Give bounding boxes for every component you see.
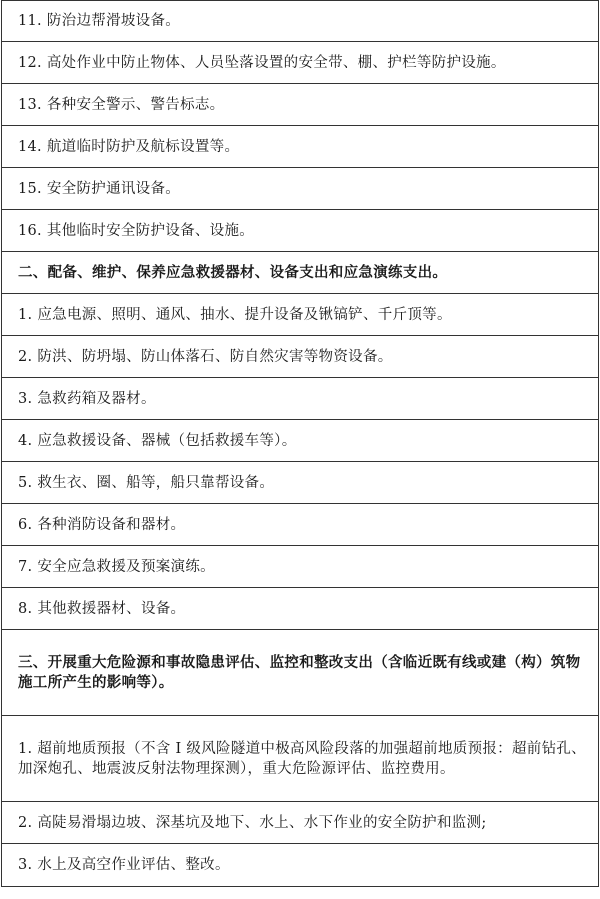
table-row <box>2 84 599 126</box>
list-item: 6. 各种消防设备和器材。 <box>2 504 599 546</box>
list-item: 3. 水上及高空作业评估、整改。 <box>2 844 599 887</box>
list-item: 8. 其他救援器材、设备。 <box>2 588 599 630</box>
table-row <box>2 336 599 378</box>
list-item: 2. 高陡易滑塌边坡、深基坑及地下、水上、水下作业的安全防护和监测; <box>2 802 599 844</box>
list-item: 5. 救生衣、圈、船等，船只靠帮设备。 <box>2 462 599 504</box>
table-row <box>2 252 599 294</box>
table-row <box>2 716 599 802</box>
list-item: 15. 安全防护通讯设备。 <box>2 168 599 210</box>
table-row <box>2 168 599 210</box>
section-heading: 二、配备、维护、保养应急救援器材、设备支出和应急演练支出。 <box>2 252 599 294</box>
list-item: 7. 安全应急救援及预案演练。 <box>2 546 599 588</box>
list-item: 13. 各种安全警示、警告标志。 <box>2 84 599 126</box>
table-row <box>2 462 599 504</box>
table-row <box>2 210 599 252</box>
list-item: 1. 应急电源、照明、通风、抽水、提升设备及锹镐铲、千斤顶等。 <box>2 294 599 336</box>
expense-items-table <box>1 0 599 887</box>
table-row <box>2 42 599 84</box>
list-item: 3. 急救药箱及器材。 <box>2 378 599 420</box>
list-item: 16. 其他临时安全防护设备、设施。 <box>2 210 599 252</box>
table-row <box>2 588 599 630</box>
table-row <box>2 420 599 462</box>
table-row <box>2 294 599 336</box>
table-row <box>2 630 599 716</box>
list-item: 2. 防洪、防坍塌、防山体落石、防自然灾害等物资设备。 <box>2 336 599 378</box>
table-row <box>2 844 599 887</box>
list-item: 1. 超前地质预报（不含 I 级风险隧道中极高风险段落的加强超前地质预报：超前钻孔、加深炮孔、地震波反射法物理探测），重大危险源评估、监控费用。 <box>2 716 599 802</box>
table-row <box>2 378 599 420</box>
list-item: 14. 航道临时防护及航标设置等。 <box>2 126 599 168</box>
table-row <box>2 126 599 168</box>
table-row <box>2 546 599 588</box>
table-row <box>2 1 599 42</box>
table-row <box>2 802 599 844</box>
table-row <box>2 504 599 546</box>
list-item: 12. 高处作业中防止物体、人员坠落设置的安全带、棚、护栏等防护设施。 <box>2 42 599 84</box>
list-item: 11. 防治边帮滑坡设备。 <box>2 1 599 42</box>
section-heading: 三、开展重大危险源和事故隐患评估、监控和整改支出（含临近既有线或建（构）筑物施工所产生的影响等）。 <box>2 630 599 716</box>
list-item: 4. 应急救援设备、器械（包括救援车等）。 <box>2 420 599 462</box>
